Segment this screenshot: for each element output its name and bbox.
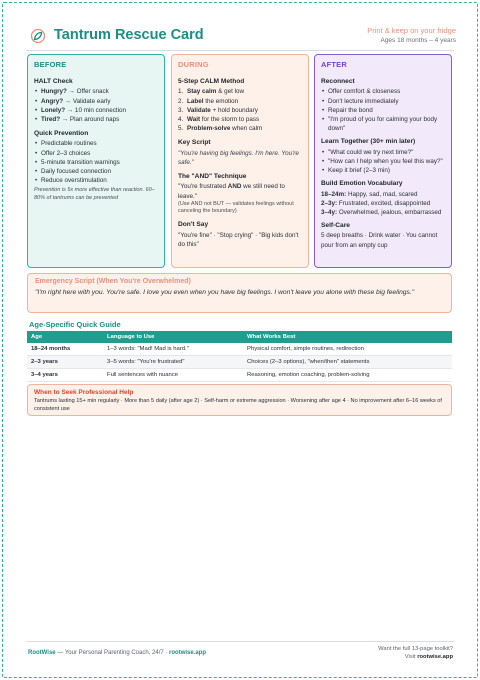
footer-brand-line — [28, 650, 206, 656]
and-note: (Use AND not BUT — validates feelings without canceling the boundary) — [178, 200, 294, 215]
learn-heading: Learn Together (30+ min later) — [321, 138, 416, 146]
during-title: DURING — [178, 60, 209, 69]
header-divider — [26, 50, 454, 51]
prevention-item: • Offer 2–3 choices — [34, 149, 158, 158]
age-range: Ages 18 months – 4 years — [380, 37, 456, 44]
dont-heading: Don't Say — [178, 221, 209, 229]
table-row — [27, 356, 452, 369]
selfcare-text: 5 deep breaths · Drink water · You cannot pour from an empty cup — [321, 232, 438, 249]
prevention-note: Prevention is 5x more effective than reaction. 60–80% of tantrums can be prevented — [34, 187, 155, 201]
halt-item: • Hungry? → Offer snack — [34, 87, 158, 96]
dont-say-text: "You're fine" · "Stop crying" · "Big kids don't do this" — [178, 232, 299, 249]
calm-heading: 5-Step CALM Method — [178, 77, 245, 85]
professional-help-box — [27, 384, 452, 416]
calm-step: 2. Label the emotion — [178, 97, 239, 105]
vocab-line: 18–24m: Happy, sad, mad, scared — [321, 190, 418, 198]
emergency-quote: "I'm right here with you. You're safe. I love you even when you have big feelings. I won't leave you alone with these big feelings." — [35, 289, 415, 296]
after-title: AFTER — [321, 60, 347, 69]
brand-name: RootWise — [28, 650, 56, 656]
table-header-row — [27, 331, 452, 343]
header — [26, 24, 456, 50]
emergency-title: Emergency Script (When You're Overwhelmed) — [35, 278, 191, 285]
halt-list — [34, 87, 158, 124]
table-cell: 3–4 years — [27, 369, 103, 382]
halt-heading: HALT Check — [34, 77, 73, 85]
table-cell: 3–5 words: "You're frustrated" — [103, 356, 243, 369]
reconnect-item: • Repair the bond — [321, 106, 445, 115]
footer-divider — [26, 641, 454, 642]
footer-cta — [378, 645, 453, 662]
table-row — [27, 343, 452, 356]
vocab-heading: Build Emotion Vocabulary — [321, 179, 403, 187]
tagline: Print & keep on your fridge — [367, 26, 456, 35]
table-cell: 2–3 years — [27, 356, 103, 369]
age-guide-title: Age-Specific Quick Guide — [29, 320, 121, 329]
table-cell: Choices (2–3 options), "when/then" statements — [243, 356, 452, 369]
professional-help-title: When to Seek Professional Help — [34, 389, 134, 396]
prevention-item: • Reduce overstimulation — [34, 176, 158, 185]
emergency-script-box — [27, 273, 452, 313]
cta-visit: Visit rootwise.app — [404, 654, 453, 661]
column-header: Age — [27, 331, 103, 343]
prevention-heading: Quick Prevention — [34, 129, 89, 137]
footer-tagline: — Your Personal Parenting Coach, 24/7 · — [55, 650, 170, 656]
table-row — [27, 369, 452, 382]
selfcare-heading: Self-Care — [321, 221, 350, 229]
reconnect-list — [321, 87, 445, 133]
table-cell: 18–24 months — [27, 343, 103, 356]
learn-item: • "What could we try next time?" — [321, 148, 445, 157]
cta-link[interactable]: rootwise.app — [417, 654, 453, 661]
and-example: "You're frustrated AND we still need to leave." — [178, 183, 285, 200]
key-script: "You're having big feelings. I'm here. You're safe." — [178, 149, 299, 166]
reconnect-heading: Reconnect — [321, 77, 355, 85]
table-cell: Physical comfort, simple routines, redirection — [243, 343, 452, 356]
table-cell: 1–3 words: "Mad! Mad is hard." — [103, 343, 243, 356]
reconnect-item: • "I'm proud of you for calming your body down" — [321, 115, 445, 133]
leaf-logo-icon — [30, 28, 46, 44]
vocab-line: 2–3y: Frustrated, excited, disappointed — [321, 199, 431, 207]
vocab-line: 3–4y: Overwhelmed, jealous, embarrassed — [321, 208, 442, 216]
reconnect-item: • Don't lecture immediately — [321, 97, 445, 106]
header-info — [367, 26, 456, 44]
table-cell: Full sentences with nuance — [103, 369, 243, 382]
calm-step: 5. Problem-solve when calm — [178, 124, 263, 132]
column-header: What Works Best — [243, 331, 452, 343]
learn-list — [321, 148, 445, 175]
during-column — [171, 54, 309, 268]
prevention-item: • Daily focused connection — [34, 167, 158, 176]
learn-item: • "How can I help when you feel this way?" — [321, 157, 445, 166]
halt-item: • Angry? → Validate early — [34, 97, 158, 106]
table-cell: Reasoning, emotion coaching, problem-solving — [243, 369, 452, 382]
calm-step: 1. Stay calm & get low — [178, 88, 245, 96]
before-title: BEFORE — [34, 60, 67, 69]
reconnect-item: • Offer comfort & closeness — [321, 87, 445, 96]
prevention-list — [34, 139, 158, 185]
page-title: Tantrum Rescue Card — [54, 27, 204, 43]
script-heading: Key Script — [178, 139, 211, 147]
halt-item: • Tired? → Plan around naps — [34, 115, 158, 124]
before-column — [27, 54, 165, 268]
cta-line: Want the full 13-page toolkit? — [378, 646, 453, 652]
after-column — [314, 54, 452, 268]
calm-steps — [178, 87, 302, 133]
learn-item: • Keep it brief (2–3 min) — [321, 166, 445, 175]
prevention-item: • 5-minute transition warnings — [34, 158, 158, 167]
calm-step: 3. Validate + hold boundary — [178, 106, 258, 114]
age-guide-table — [27, 331, 452, 382]
halt-item: • Lonely? → 10 min connection — [34, 106, 158, 115]
and-heading: The "AND" Technique — [178, 172, 247, 180]
column-header: Language to Use — [103, 331, 243, 343]
calm-step: 4. Wait for the storm to pass — [178, 115, 260, 123]
prevention-item: • Predictable routines — [34, 139, 158, 148]
footer-link[interactable]: rootwise.app — [169, 650, 207, 656]
professional-help-text: Tantrums lasting 15+ min regularly · More than 5 daily (after age 2) · Self-harm or extreme aggression · Worsening after age 4 · No improvement after 6–16 weeks of consistent use — [34, 398, 442, 412]
